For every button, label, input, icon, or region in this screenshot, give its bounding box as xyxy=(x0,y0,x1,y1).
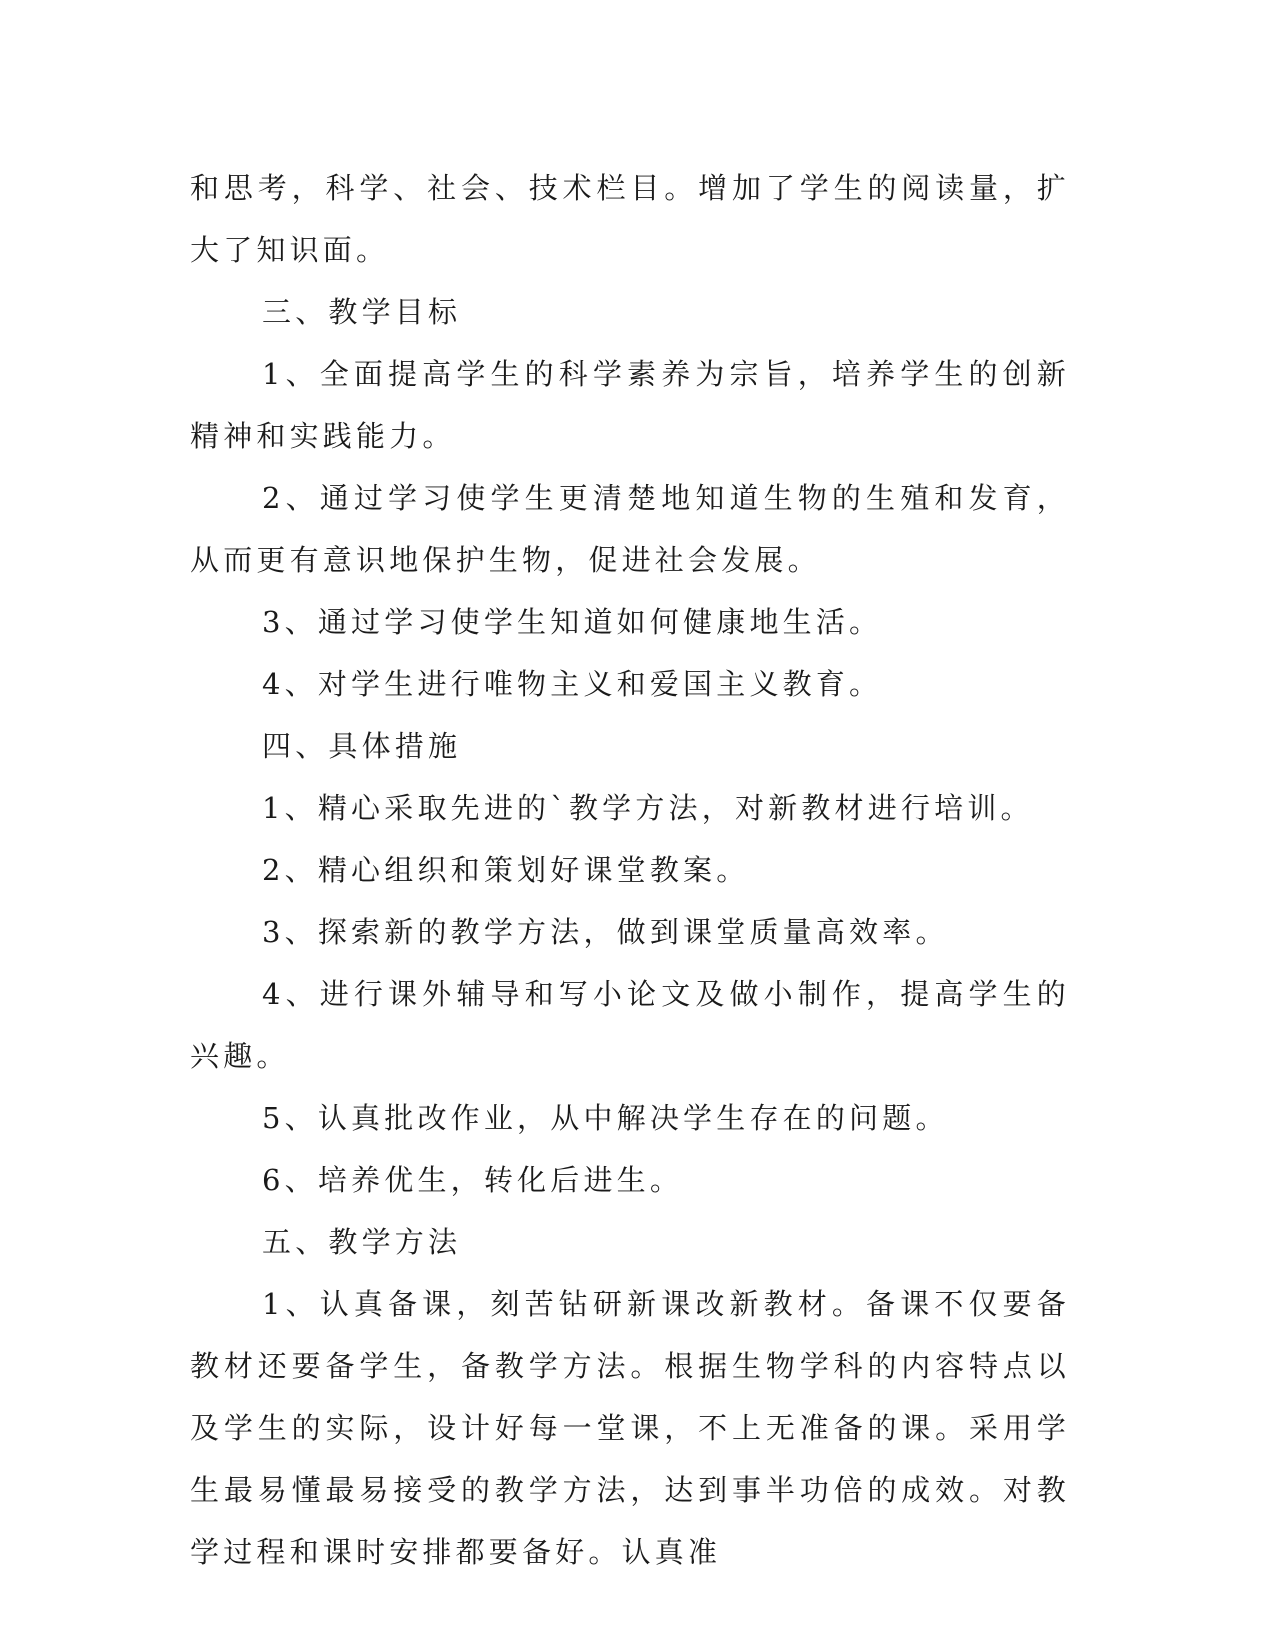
document-body xyxy=(190,157,1070,1583)
section-heading-methods: 五、教学方法 xyxy=(262,1225,462,1259)
goal-item-2: 2、通过学习使学生更清楚地知道生物的生殖和发育，从而更有意识地保护生物，促进社会发展。 xyxy=(190,481,1070,577)
section-heading-teaching-goals: 三、教学目标 xyxy=(262,295,462,329)
measure-item-1: 1、精心采取先进的`教学方法，对新教材进行培训。 xyxy=(262,791,1034,825)
measure-item-5: 5、认真批改作业，从中解决学生存在的问题。 xyxy=(262,1101,949,1135)
measure-item-6: 6、培养优生，转化后进生。 xyxy=(262,1163,684,1197)
method-item-1: 1、认真备课，刻苦钻研新课改新教材。备课不仅要备教材还要备学生，备教学方法。根据生物学科的内容特点以及学生的实际，设计好每一堂课，不上无准备的课。采用学生最易懂最易接受的教学方法，达到事半功倍的成效。对教学过程和课时安排都要备好。认真准 xyxy=(190,1287,1070,1569)
goal-item-4: 4、对学生进行唯物主义和爱国主义教育。 xyxy=(262,667,883,701)
section-heading-measures: 四、具体措施 xyxy=(262,729,462,763)
measure-item-4: 4、进行课外辅导和写小论文及做小制作，提高学生的兴趣。 xyxy=(190,977,1070,1073)
goal-item-3: 3、通过学习使学生知道如何健康地生活。 xyxy=(262,605,883,639)
measure-item-3: 3、探索新的教学方法，做到课堂质量高效率。 xyxy=(262,915,949,949)
paragraph-continuation: 和思考，科学、社会、技术栏目。增加了学生的阅读量，扩大了知识面。 xyxy=(190,171,1070,267)
measure-item-2: 2、精心组织和策划好课堂教案。 xyxy=(262,853,750,887)
goal-item-1: 1、全面提高学生的科学素养为宗旨，培养学生的创新精神和实践能力。 xyxy=(190,357,1070,453)
